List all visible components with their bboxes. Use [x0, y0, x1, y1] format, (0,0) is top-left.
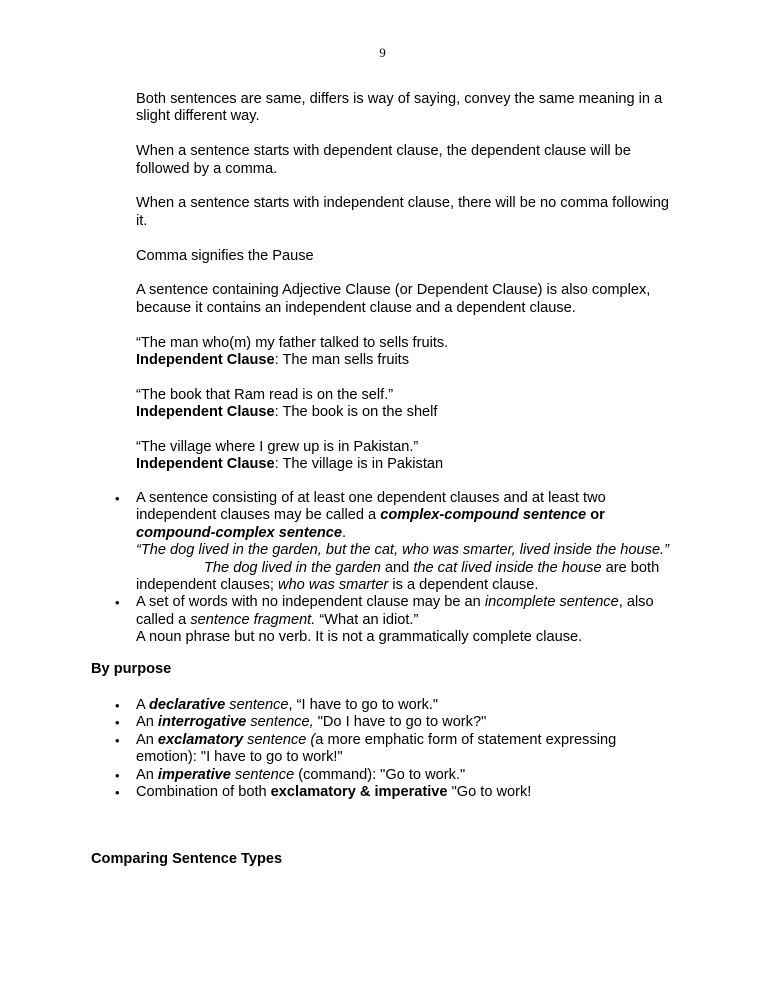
bullet-icon: • — [115, 715, 120, 731]
example-clause: : The man sells fruits — [274, 352, 410, 369]
bullet-text: An exclamatory sentence (a more emphatic form of statement expressing emotion): "I have to go to work!" — [136, 731, 617, 766]
bullet-text: A sentence consisting of at least one dependent clauses and at least two independent clauses may be called a complex-compound sentence or compound-complex sentence. “The dog lived in the garden, but the cat, who was smarter, lived inside the house.”The dog lived in the garden and the cat lived inside the house are both independent clauses; who was smarter is a dependent clause. — [136, 490, 669, 594]
example-label: Independent Clause — [136, 456, 275, 473]
bullet-icon: • — [115, 767, 120, 783]
paragraph: When a sentence starts with independent clause, there will be no comma following it. — [136, 195, 669, 229]
list-item — [115, 594, 675, 646]
list-item — [115, 784, 675, 801]
example-clause: : The village is in Pakistan — [274, 456, 444, 473]
bullet-icon: • — [115, 595, 120, 611]
bullet-text: A declarative sentence, “I have to go to work." — [136, 697, 439, 713]
bullet-text: An imperative sentence (command): "Go to work." — [136, 766, 466, 783]
example-label: Independent Clause — [136, 404, 275, 421]
example-block — [136, 439, 676, 474]
example-block — [136, 387, 676, 422]
bullet-text: A set of words with no independent clause may be an incomplete sentence, also called a sentence fragment. “What an idiot.” A noun phrase but no verb. It is not a grammatically complete clause. — [136, 594, 654, 646]
bullet-text: An interrogative sentence, "Do I have to go to work?" — [136, 714, 487, 731]
bullet-icon: • — [115, 785, 120, 801]
paragraph: When a sentence starts with dependent clause, the dependent clause will be followed by a comma. — [136, 143, 631, 177]
example-clause: : The book is on the shelf — [274, 404, 438, 421]
list-item — [115, 490, 675, 594]
bullet-list-purpose — [115, 697, 675, 801]
bullet-icon: • — [115, 698, 120, 713]
paragraph: Both sentences are same, differs is way of saying, convey the same meaning in a slight different way. — [136, 91, 663, 125]
example-sentence: “The village where I grew up is in Pakistan.” — [136, 439, 419, 456]
example-block — [136, 335, 676, 370]
example-sentence: “The book that Ram read is on the self.” — [136, 386, 394, 403]
bullet-text: Combination of both exclamatory & imperative "Go to work! — [136, 784, 532, 801]
bullet-icon: • — [115, 491, 120, 506]
section-heading-by-purpose: By purpose — [91, 661, 172, 677]
bullet-list-clauses — [115, 490, 675, 647]
section-heading-comparing: Comparing Sentence Types — [91, 851, 283, 867]
paragraph: Comma signifies the Pause — [136, 247, 314, 264]
body-text — [136, 91, 676, 474]
list-item — [115, 767, 675, 784]
example-sentence: “The man who(m) my father talked to sells fruits. — [136, 334, 449, 351]
paragraph: A sentence containing Adjective Clause (or Dependent Clause) is also complex, because it contains an independent clause and a dependent clause. — [136, 282, 651, 316]
example-label: Independent Clause — [136, 352, 275, 369]
page-number: 9 — [379, 45, 386, 60]
list-item — [115, 732, 675, 767]
list-item — [115, 714, 675, 731]
list-item — [115, 697, 675, 714]
bullet-icon: • — [115, 732, 120, 748]
